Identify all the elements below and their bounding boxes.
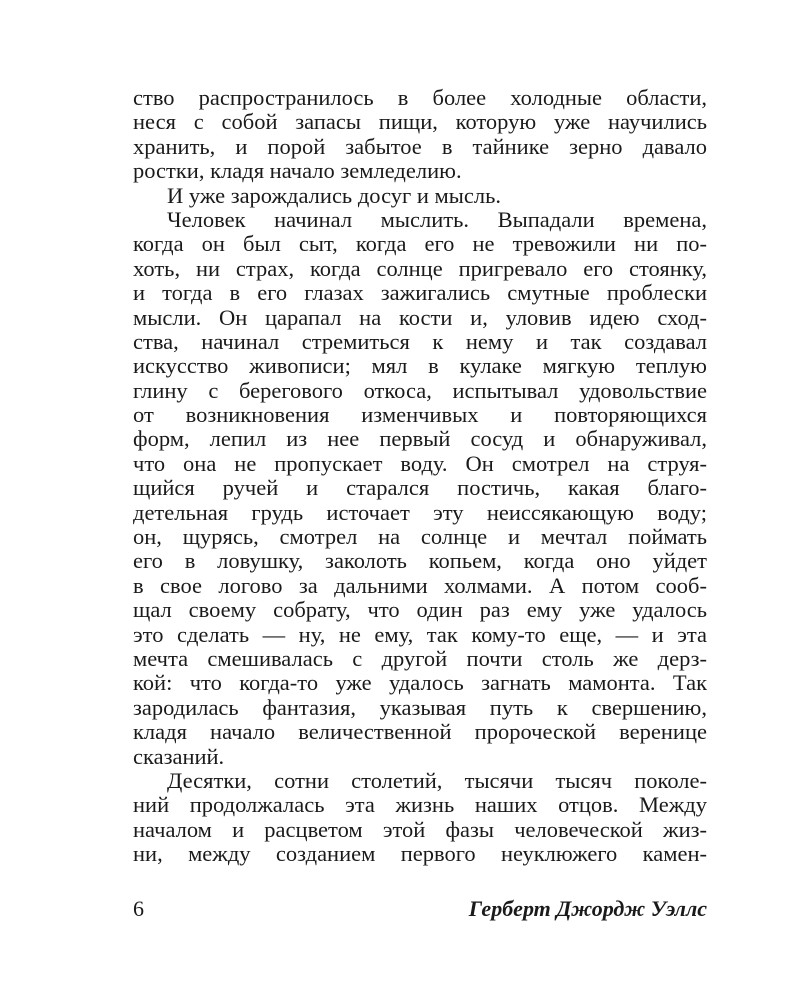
text-line: сказаний. — [133, 743, 225, 769]
text-line: мысли. Он царапал на кости и, уловив идею сход- — [133, 304, 707, 330]
text-line: ства, начинал стремиться к нему и так создавал — [133, 328, 707, 354]
text-line: искусство живописи; мял в кулаке мягкую теплую — [133, 353, 707, 379]
text-line: зародилась фантазия, указывая путь к свершению, — [133, 694, 707, 720]
text-line: ни, между созданием первого неуклюжего камен- — [133, 841, 707, 867]
text-line: щал своему собрату, что один раз ему уже удалось — [133, 597, 707, 623]
text-line: когда он был сыт, когда его не тревожили ни по- — [133, 231, 707, 257]
text-line: от возникновения изменчивых и повторяющихся — [133, 402, 707, 428]
text-line: кой: что когда-то уже удалось загнать мамонта. Так — [133, 670, 707, 696]
text-line: щийся ручей и старался постичь, какая благо- — [133, 475, 707, 501]
text-line: хоть, ни страх, когда солнце пригревало его стоянку, — [133, 255, 707, 281]
text-line: Человек начинал мыслить. Выпадали времена, — [167, 206, 707, 232]
text-line: И уже зарождались досуг и мысль. — [167, 182, 501, 208]
text-line: его в ловушку, заколоть копьем, когда оно уйдет — [133, 548, 707, 574]
body-text — [133, 86, 707, 867]
page-number: 6 — [133, 896, 144, 921]
text-line: кладя начало величественной пророческой веренице — [133, 719, 707, 745]
text-line: Десятки, сотни столетий, тысячи тысяч поколе- — [167, 767, 707, 793]
text-line: детельная грудь источает эту неиссякающую воду; — [133, 499, 707, 525]
text-line: неся с собой запасы пищи, которую уже научились — [133, 109, 707, 135]
text-line: мечта смешивалась с другой почти столь же дерз- — [133, 645, 707, 671]
text-line: ний продолжалась эта жизнь наших отцов. Между — [133, 792, 707, 818]
running-title: Герберт Джордж Уэллс — [468, 896, 707, 921]
text-line: ростки, кладя начало земледелию. — [133, 158, 462, 184]
text-line: форм, лепил из нее первый сосуд и обнаруживал, — [133, 426, 707, 452]
text-line: что она не пропускает воду. Он смотрел на струя- — [133, 450, 707, 476]
text-line: и тогда в его глазах зажигались смутные проблески — [133, 280, 707, 306]
text-line: это сделать — ну, не ему, так кому-то еще, — и эта — [133, 621, 707, 647]
text-line: он, щурясь, смотрел на солнце и мечтал поймать — [133, 524, 707, 550]
text-line: ство распространилось в более холодные области, — [133, 85, 707, 110]
text-line: в свое логово за дальними холмами. А потом сооб- — [133, 572, 707, 598]
page-footer — [133, 895, 707, 923]
text-line: началом и расцветом этой фазы человеческой жиз- — [133, 816, 707, 842]
text-line: глину с берегового откоса, испытывал удовольствие — [133, 377, 707, 403]
text-line: хранить, и порой забытое в тайнике зерно давало — [133, 133, 707, 159]
